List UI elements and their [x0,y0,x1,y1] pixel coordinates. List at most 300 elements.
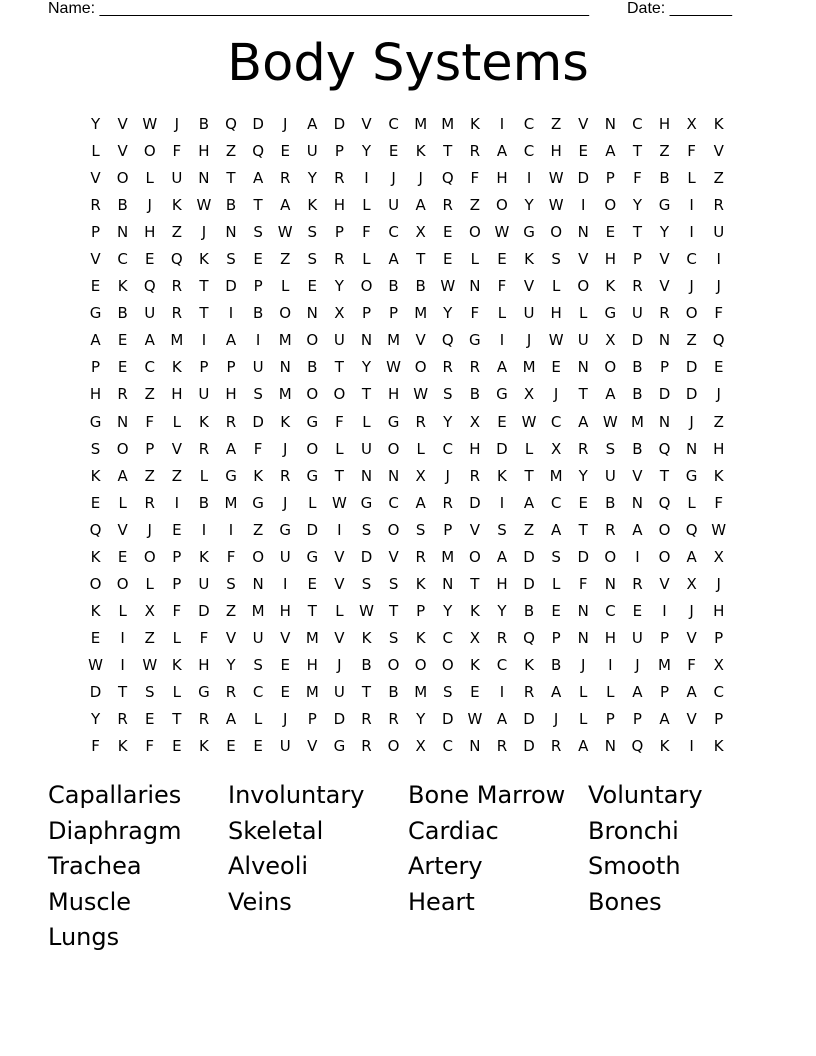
grid-letter[interactable]: Y [361,358,372,377]
grid-letter[interactable]: J [553,385,559,404]
grid-letter[interactable]: C [442,737,453,756]
grid-letter[interactable]: H [387,385,400,404]
grid-letter[interactable]: R [361,710,372,729]
grid-letter[interactable]: O [604,196,617,215]
grid-letter[interactable]: Q [658,439,671,458]
grid-letter[interactable]: K [415,142,426,161]
grid-letter[interactable]: R [361,737,372,756]
grid-letter[interactable]: D [333,115,346,133]
grid-letter[interactable]: P [659,358,670,377]
grid-letter[interactable]: C [388,493,399,512]
grid-letter[interactable]: E [551,358,561,377]
grid-letter[interactable]: O [333,385,346,404]
grid-letter[interactable]: J [282,439,288,458]
grid-letter[interactable]: O [414,655,427,674]
grid-letter[interactable]: G [685,466,698,485]
grid-letter[interactable]: D [523,737,535,756]
grid-letter[interactable]: H [604,250,616,269]
grid-letter[interactable]: J [282,493,288,512]
grid-letter[interactable]: Z [469,196,480,215]
grid-letter[interactable]: O [550,223,563,242]
grid-letter[interactable]: T [361,682,372,701]
grid-letter[interactable]: R [117,385,128,404]
grid-letter[interactable]: E [713,358,724,377]
grid-letter[interactable]: H [496,169,508,188]
grid-letter[interactable]: B [632,439,643,458]
grid-letter[interactable]: G [89,412,102,431]
grid-letter[interactable]: V [90,250,101,269]
grid-letter[interactable]: O [658,547,671,566]
grid-letter[interactable]: W [277,223,293,242]
grid-letter[interactable]: Y [578,466,588,485]
grid-letter[interactable]: Z [144,628,155,647]
grid-letter[interactable]: W [359,601,374,620]
grid-letter[interactable]: S [361,574,372,593]
grid-letter[interactable]: L [253,710,263,729]
grid-letter[interactable]: A [632,520,643,539]
grid-letter[interactable]: Y [90,710,101,729]
grid-letter[interactable]: W [467,710,483,729]
grid-letter[interactable]: I [255,331,261,350]
grid-letter[interactable]: O [577,277,590,296]
grid-letter[interactable]: J [716,385,721,404]
grid-letter[interactable]: M [251,601,265,620]
grid-letter[interactable]: V [117,115,128,133]
grid-letter[interactable]: L [687,169,696,188]
grid-letter[interactable]: M [305,628,319,647]
grid-letter[interactable]: A [578,737,589,756]
grid-letter[interactable]: R [442,196,453,215]
grid-letter[interactable]: E [90,628,101,647]
grid-letter[interactable]: H [713,601,725,620]
grid-letter[interactable]: R [496,737,508,756]
grid-letter[interactable]: N [306,304,318,323]
grid-letter[interactable]: I [662,601,667,620]
grid-letter[interactable]: B [605,493,616,512]
grid-letter[interactable]: P [91,358,101,377]
grid-letter[interactable]: W [331,493,347,512]
grid-letter[interactable]: T [172,710,182,729]
grid-letter[interactable]: S [361,520,372,539]
grid-letter[interactable]: R [659,304,670,323]
grid-letter[interactable]: I [174,493,180,512]
grid-letter[interactable]: A [496,547,508,566]
grid-letter[interactable]: O [685,304,698,323]
grid-letter[interactable]: V [659,574,670,593]
grid-letter[interactable]: E [605,223,616,242]
grid-letter[interactable]: H [658,115,671,133]
grid-letter[interactable]: K [415,628,426,647]
grid-letter[interactable]: J [174,115,180,133]
grid-letter[interactable]: G [333,737,346,756]
grid-letter[interactable]: F [172,601,182,620]
grid-letter[interactable]: V [713,142,724,161]
grid-letter[interactable]: B [198,115,210,133]
grid-letter[interactable]: X [415,737,426,756]
grid-letter[interactable]: D [89,682,102,701]
grid-letter[interactable]: Z [171,223,182,242]
grid-letter[interactable]: R [578,439,589,458]
grid-letter[interactable]: I [201,520,207,539]
grid-letter[interactable]: R [713,196,724,215]
grid-letter[interactable]: N [117,412,129,431]
grid-letter[interactable]: H [550,304,562,323]
grid-letter[interactable]: W [386,358,401,377]
grid-letter[interactable]: G [198,682,210,701]
grid-letter[interactable]: F [578,574,588,593]
grid-letter[interactable]: S [497,520,507,539]
grid-letter[interactable]: G [252,493,264,512]
grid-letter[interactable]: U [523,304,535,323]
grid-letter[interactable]: A [117,466,128,485]
grid-letter[interactable]: A [578,412,589,431]
grid-letter[interactable]: R [144,493,155,512]
grid-letter[interactable]: B [117,304,128,323]
grid-letter[interactable]: H [89,385,102,404]
grid-letter[interactable]: K [415,574,426,593]
grid-letter[interactable]: I [201,331,207,350]
grid-letter[interactable]: B [632,358,643,377]
grid-letter[interactable]: S [551,250,561,269]
grid-letter[interactable]: L [308,493,317,512]
grid-letter[interactable]: K [199,547,209,566]
grid-letter[interactable]: B [632,385,643,404]
grid-letter[interactable]: H [496,574,508,593]
grid-letter[interactable]: V [225,628,237,647]
grid-letter[interactable]: O [387,655,400,674]
grid-letter[interactable]: M [441,115,455,133]
grid-letter[interactable]: K [90,601,101,620]
grid-letter[interactable]: V [578,250,589,269]
grid-letter[interactable]: O [604,547,617,566]
grid-letter[interactable]: D [523,547,535,566]
grid-letter[interactable]: Q [89,520,102,539]
grid-letter[interactable]: T [334,358,344,377]
grid-letter[interactable]: N [469,277,481,296]
grid-letter[interactable]: T [524,466,534,485]
grid-letter[interactable]: C [713,682,724,701]
grid-letter[interactable]: V [334,547,345,566]
grid-letter[interactable]: Z [144,466,155,485]
grid-letter[interactable]: P [334,223,344,242]
grid-letter[interactable]: V [686,628,697,647]
grid-letter[interactable]: G [360,493,373,512]
grid-letter[interactable]: D [333,710,346,729]
grid-letter[interactable]: O [360,277,373,296]
grid-letter[interactable]: H [171,385,183,404]
grid-letter[interactable]: J [418,169,423,188]
grid-letter[interactable]: R [469,466,481,485]
grid-letter[interactable]: V [171,439,182,458]
grid-letter[interactable]: R [523,682,535,701]
grid-letter[interactable]: L [335,439,344,458]
grid-letter[interactable]: E [578,142,588,161]
grid-letter[interactable]: F [335,412,344,431]
grid-letter[interactable]: A [496,142,508,161]
grid-letter[interactable]: Z [713,412,724,431]
grid-letter[interactable]: J [201,223,207,242]
grid-letter[interactable]: P [91,223,101,242]
grid-letter[interactable]: O [496,196,508,215]
grid-letter[interactable]: A [551,520,562,539]
grid-letter[interactable]: G [469,331,481,350]
grid-letter[interactable]: P [659,628,670,647]
grid-letter[interactable]: L [362,412,371,431]
grid-letter[interactable]: A [252,169,264,188]
grid-letter[interactable]: J [337,655,342,674]
grid-letter[interactable]: Y [659,223,670,242]
grid-letter[interactable]: W [88,655,103,674]
grid-letter[interactable]: B [388,682,399,701]
grid-letter[interactable]: R [117,710,128,729]
grid-letter[interactable]: N [198,169,210,188]
grid-letter[interactable]: L [335,601,344,620]
grid-letter[interactable]: S [226,574,236,593]
grid-letter[interactable]: J [391,169,396,188]
grid-letter[interactable]: Y [307,169,317,188]
grid-letter[interactable]: B [550,655,562,674]
grid-letter[interactable]: R [225,412,237,431]
grid-letter[interactable]: A [551,682,562,701]
grid-letter[interactable]: Z [171,466,182,485]
grid-letter[interactable]: U [198,574,210,593]
grid-letter[interactable]: N [279,358,291,377]
grid-letter[interactable]: W [196,196,212,215]
grid-letter[interactable]: I [581,196,586,215]
grid-letter[interactable]: D [306,520,319,539]
grid-letter[interactable]: N [577,601,589,620]
grid-letter[interactable]: J [635,655,640,674]
grid-letter[interactable]: D [631,331,644,350]
grid-letter[interactable]: T [632,142,642,161]
grid-letter[interactable]: O [387,520,400,539]
grid-letter[interactable]: A [686,682,697,701]
grid-letter[interactable]: J [445,466,450,485]
grid-letter[interactable]: K [605,277,616,296]
grid-letter[interactable]: C [523,115,535,133]
grid-letter[interactable]: U [279,547,291,566]
grid-letter[interactable]: L [145,169,154,188]
grid-letter[interactable]: P [551,628,561,647]
grid-letter[interactable]: Y [334,277,344,296]
grid-letter[interactable]: H [306,655,318,674]
grid-letter[interactable]: I [364,169,369,188]
grid-letter[interactable]: C [442,439,453,458]
grid-letter[interactable]: V [334,628,345,647]
grid-letter[interactable]: I [526,169,532,188]
grid-letter[interactable]: K [524,250,534,269]
grid-letter[interactable]: U [388,196,400,215]
grid-letter[interactable]: I [499,331,505,350]
grid-letter[interactable]: N [117,223,129,242]
grid-letter[interactable]: L [172,682,181,701]
grid-letter[interactable]: C [496,655,508,674]
grid-letter[interactable]: Q [252,142,265,161]
grid-letter[interactable]: G [225,466,237,485]
grid-letter[interactable]: L [362,196,371,215]
grid-letter[interactable]: J [581,655,586,674]
grid-letter[interactable]: X [469,412,480,431]
grid-letter[interactable]: O [414,358,427,377]
grid-letter[interactable]: A [659,710,670,729]
grid-letter[interactable]: M [441,547,455,566]
grid-letter[interactable]: D [252,412,264,431]
grid-letter[interactable]: N [442,574,454,593]
grid-letter[interactable]: P [605,710,615,729]
grid-letter[interactable]: L [470,250,480,269]
grid-letter[interactable]: E [551,601,561,620]
grid-letter[interactable]: S [443,385,453,404]
grid-letter[interactable]: E [578,493,588,512]
grid-letter[interactable]: S [443,682,453,701]
grid-letter[interactable]: A [388,250,399,269]
grid-letter[interactable]: B [198,493,210,512]
grid-letter[interactable]: L [172,628,181,647]
grid-letter[interactable]: H [279,601,291,620]
grid-letter[interactable]: F [91,737,100,756]
grid-letter[interactable]: D [577,169,590,188]
grid-letter[interactable]: F [226,547,236,566]
grid-letter[interactable]: S [551,547,561,566]
grid-letter[interactable]: C [550,412,562,431]
grid-letter[interactable]: F [714,493,724,512]
grid-letter[interactable]: R [334,250,345,269]
grid-letter[interactable]: V [117,142,128,161]
grid-letter[interactable]: U [631,304,643,323]
grid-letter[interactable]: S [144,682,155,701]
grid-letter[interactable]: E [443,223,453,242]
grid-letter[interactable]: M [414,115,428,133]
grid-letter[interactable]: Z [225,601,237,620]
grid-letter[interactable]: U [333,331,345,350]
grid-letter[interactable]: M [549,466,563,485]
grid-letter[interactable]: Y [632,196,642,215]
grid-letter[interactable]: Q [631,737,644,756]
grid-letter[interactable]: G [279,520,292,539]
grid-letter[interactable]: N [252,574,264,593]
grid-letter[interactable]: E [497,412,507,431]
grid-letter[interactable]: Y [443,412,453,431]
grid-letter[interactable]: F [714,304,724,323]
grid-letter[interactable]: M [305,682,319,701]
grid-letter[interactable]: A [307,115,318,133]
grid-letter[interactable]: P [226,358,236,377]
grid-letter[interactable]: T [578,520,588,539]
grid-letter[interactable]: K [307,196,318,215]
grid-letter[interactable]: K [713,115,724,133]
grid-letter[interactable]: Y [361,142,372,161]
grid-letter[interactable]: E [226,737,236,756]
grid-letter[interactable]: D [198,601,210,620]
grid-letter[interactable]: N [604,737,616,756]
grid-letter[interactable]: F [497,277,507,296]
grid-letter[interactable]: S [253,655,263,674]
grid-letter[interactable]: J [282,710,288,729]
grid-letter[interactable]: G [496,385,508,404]
name-field-label[interactable]: Name: _______________________________________________________ [48,0,589,17]
grid-letter[interactable]: S [253,385,263,404]
grid-letter[interactable]: A [632,682,643,701]
grid-letter[interactable]: D [685,358,698,377]
grid-letter[interactable]: R [550,737,562,756]
grid-letter[interactable]: O [306,385,319,404]
grid-letter[interactable]: W [413,385,429,404]
grid-letter[interactable]: N [577,223,589,242]
grid-letter[interactable]: E [117,358,128,377]
grid-letter[interactable]: I [228,304,234,323]
grid-letter[interactable]: P [307,710,317,729]
grid-letter[interactable]: V [415,331,426,350]
grid-letter[interactable]: T [470,574,480,593]
grid-letter[interactable]: I [716,250,721,269]
grid-letter[interactable]: U [333,682,345,701]
grid-letter[interactable]: C [550,493,562,512]
grid-letter[interactable]: J [147,520,152,539]
grid-letter[interactable]: O [441,655,454,674]
grid-letter[interactable]: X [523,385,535,404]
grid-letter[interactable]: E [388,142,399,161]
grid-letter[interactable]: X [713,547,724,566]
grid-letter[interactable]: R [171,304,183,323]
grid-letter[interactable]: B [307,358,318,377]
grid-letter[interactable]: U [577,331,589,350]
grid-letter[interactable]: Z [225,142,237,161]
grid-letter[interactable]: I [120,628,125,647]
grid-letter[interactable]: Q [658,493,671,512]
grid-letter[interactable]: P [389,304,399,323]
grid-letter[interactable]: W [521,412,537,431]
grid-letter[interactable]: G [658,196,671,215]
grid-letter[interactable]: F [470,304,480,323]
grid-letter[interactable]: L [362,250,371,269]
grid-letter[interactable]: R [442,493,453,512]
grid-letter[interactable]: L [145,574,154,593]
grid-letter[interactable]: S [388,574,399,593]
grid-letter[interactable]: K [713,737,724,756]
grid-letter[interactable]: R [469,358,481,377]
grid-letter[interactable]: I [499,682,505,701]
grid-letter[interactable]: A [415,196,426,215]
grid-letter[interactable]: P [253,277,263,296]
grid-letter[interactable]: K [199,250,209,269]
grid-letter[interactable]: V [659,250,670,269]
grid-letter[interactable]: R [632,277,643,296]
grid-letter[interactable]: C [117,250,128,269]
grid-letter[interactable]: D [441,710,454,729]
grid-letter[interactable]: Y [90,115,101,133]
grid-letter[interactable]: A [605,142,616,161]
grid-letter[interactable]: A [496,358,508,377]
grid-letter[interactable]: A [225,439,237,458]
grid-letter[interactable]: O [387,439,400,458]
grid-letter[interactable]: I [337,520,342,539]
grid-letter[interactable]: R [415,412,426,431]
grid-letter[interactable]: B [225,196,237,215]
grid-letter[interactable]: V [578,115,589,133]
grid-letter[interactable]: I [120,655,125,674]
grid-letter[interactable]: P [659,682,670,701]
grid-letter[interactable]: N [577,358,589,377]
grid-letter[interactable]: E [90,277,101,296]
grid-letter[interactable]: J [553,710,559,729]
grid-letter[interactable]: R [442,358,453,377]
grid-letter[interactable]: C [144,358,155,377]
grid-letter[interactable]: K [90,547,101,566]
grid-letter[interactable]: N [631,493,644,512]
grid-letter[interactable]: B [388,277,399,296]
grid-letter[interactable]: T [632,223,642,242]
grid-letter[interactable]: P [145,439,155,458]
